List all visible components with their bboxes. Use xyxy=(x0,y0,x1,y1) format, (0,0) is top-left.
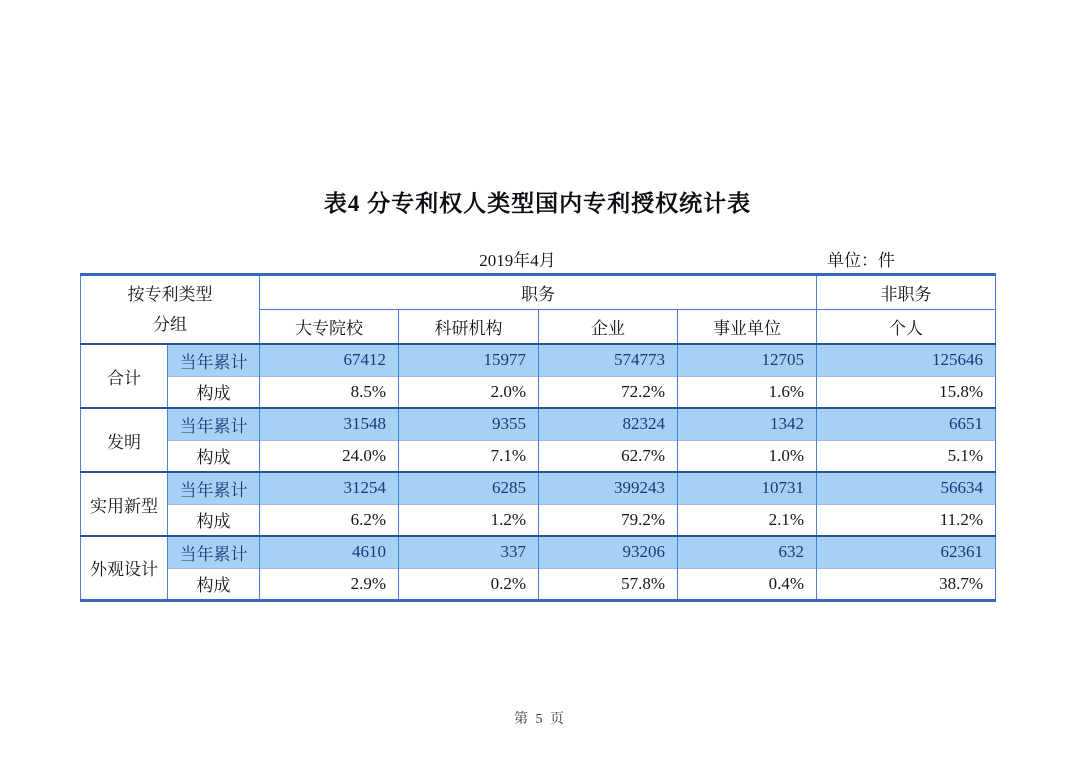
cell-value: 2.0% xyxy=(399,376,539,408)
period-label: 2019年4月 xyxy=(479,251,556,270)
header-col-institutions: 事业单位 xyxy=(678,310,817,345)
header-col-research: 科研机构 xyxy=(399,310,539,345)
corner-header-line2: 分组 xyxy=(153,314,187,334)
cell-value: 79.2% xyxy=(539,504,678,536)
cell-value: 57.8% xyxy=(539,568,678,600)
cell-value: 125646 xyxy=(817,344,996,376)
page-number: 第 5 页 xyxy=(514,712,566,727)
header-col-individuals: 个人 xyxy=(817,310,996,345)
cell-value: 2.9% xyxy=(260,568,399,600)
cell-value: 15977 xyxy=(399,344,539,376)
row-label-composition: 构成 xyxy=(168,568,260,600)
table-row xyxy=(81,344,996,376)
cell-value: 31548 xyxy=(260,408,399,440)
cell-value: 62.7% xyxy=(539,440,678,472)
cell-value: 8.5% xyxy=(260,376,399,408)
table-subline xyxy=(80,246,995,272)
cell-value: 93206 xyxy=(539,536,678,568)
cell-value: 1.0% xyxy=(678,440,817,472)
cell-value: 38.7% xyxy=(817,568,996,600)
header-col-universities: 大专院校 xyxy=(260,310,399,345)
row-label-accumulated: 当年累计 xyxy=(168,536,260,568)
cell-value: 0.4% xyxy=(678,568,817,600)
cell-value: 9355 xyxy=(399,408,539,440)
group-total xyxy=(81,344,996,408)
cell-value: 67412 xyxy=(260,344,399,376)
cell-value: 10731 xyxy=(678,472,817,504)
cell-value: 399243 xyxy=(539,472,678,504)
table-row xyxy=(81,408,996,440)
cell-value: 24.0% xyxy=(260,440,399,472)
cell-value: 6651 xyxy=(817,408,996,440)
cell-value: 574773 xyxy=(539,344,678,376)
group-design xyxy=(81,536,996,600)
cell-value: 1.2% xyxy=(399,504,539,536)
header-non-service: 非职务 xyxy=(817,275,996,310)
cell-value: 15.8% xyxy=(817,376,996,408)
cell-value: 82324 xyxy=(539,408,678,440)
unit-label: 单位：件 xyxy=(827,251,895,270)
cell-value: 6285 xyxy=(399,472,539,504)
page-title: 表4 分专利权人类型国内专利授权统计表 xyxy=(323,191,752,216)
cell-value: 72.2% xyxy=(539,376,678,408)
group-invention xyxy=(81,408,996,472)
row-label-composition: 构成 xyxy=(168,504,260,536)
table-row xyxy=(81,472,996,504)
group-label: 合计 xyxy=(81,344,168,408)
cell-value: 4610 xyxy=(260,536,399,568)
cell-value: 0.2% xyxy=(399,568,539,600)
cell-value: 7.1% xyxy=(399,440,539,472)
group-label: 外观设计 xyxy=(81,536,168,600)
table-row xyxy=(81,568,996,600)
group-utility-model xyxy=(81,472,996,536)
row-label-accumulated: 当年累计 xyxy=(168,344,260,376)
header-col-enterprises: 企业 xyxy=(539,310,678,345)
row-label-composition: 构成 xyxy=(168,376,260,408)
corner-header-line1: 按专利类型 xyxy=(127,284,213,304)
cell-value: 1342 xyxy=(678,408,817,440)
table-row xyxy=(81,504,996,536)
cell-value: 1.6% xyxy=(678,376,817,408)
table-row xyxy=(81,376,996,408)
row-label-accumulated: 当年累计 xyxy=(168,472,260,504)
cell-value: 62361 xyxy=(817,536,996,568)
cell-value: 11.2% xyxy=(817,504,996,536)
cell-value: 56634 xyxy=(817,472,996,504)
cell-value: 31254 xyxy=(260,472,399,504)
corner-header xyxy=(81,275,260,345)
table-row xyxy=(81,536,996,568)
cell-value: 5.1% xyxy=(817,440,996,472)
table-row xyxy=(81,440,996,472)
group-label: 发明 xyxy=(81,408,168,472)
cell-value: 337 xyxy=(399,536,539,568)
header-row-groups xyxy=(81,275,996,310)
patent-grant-stats-table xyxy=(80,273,996,602)
cell-value: 2.1% xyxy=(678,504,817,536)
cell-value: 6.2% xyxy=(260,504,399,536)
cell-value: 632 xyxy=(678,536,817,568)
row-label-composition: 构成 xyxy=(168,440,260,472)
header-service: 职务 xyxy=(260,275,817,310)
cell-value: 12705 xyxy=(678,344,817,376)
group-label: 实用新型 xyxy=(81,472,168,536)
row-label-accumulated: 当年累计 xyxy=(168,408,260,440)
table-header xyxy=(81,275,996,345)
